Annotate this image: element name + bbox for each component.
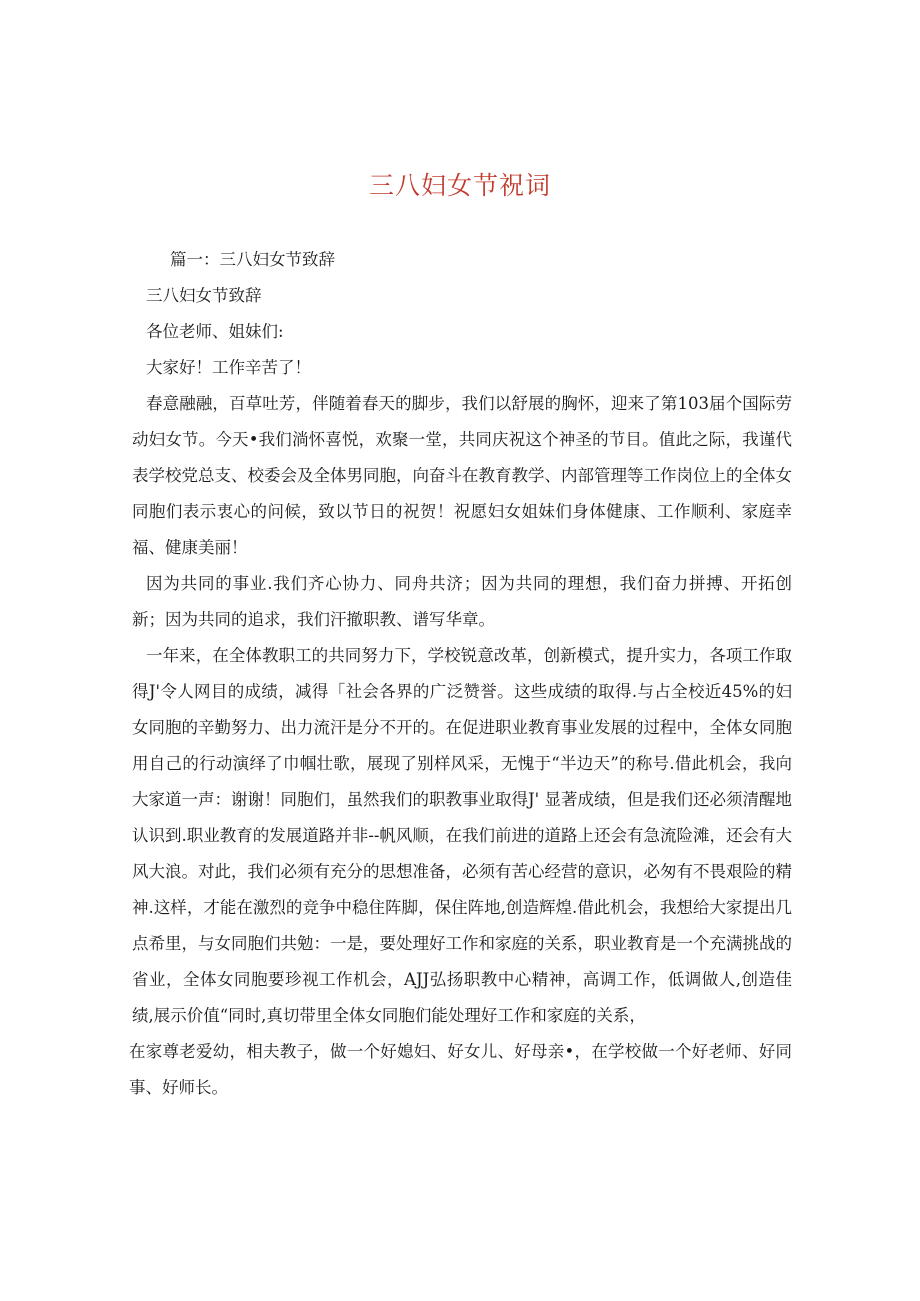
section-heading: 篇一：三八妇女节致辞 xyxy=(170,250,335,269)
greeting-line: 大家好！工作辛苦了！ xyxy=(146,358,311,377)
paragraph-common-cause: 因为共同的事业.我们齐心协力、同舟共济；因为共同的理想，我们奋力拼搏、开拓创新；因为共同的追求，我们汗撤职教、谱写华章。 xyxy=(132,574,792,629)
paragraph-family: 在家尊老爱幼，相夫教子，做一个好媳妇、好女儿、好母亲•，在学校做一个好老师、好同事、好师长。 xyxy=(129,1042,792,1097)
salutation-line: 各位老师、姐妹们: xyxy=(146,322,284,341)
speech-title-line: 三八妇女节致辞 xyxy=(146,286,262,305)
document-title: 三八妇女节祝词 xyxy=(368,171,551,200)
paragraph-year-review: 一年来，在全体教职工的共同努力下，学校锐意改革，创新模式，提升实力，各项工作取得J'令人网目的成绩，减得「社会各界的广泛赞誉。这些成绩的取得.与占全校近45%的妇女同胞的辛勤努力、出力流汗是分不开的。在促进职业教育事业发展的过程中，全体女同胞用自己的行动演绎了巾帼壮歌，展现了别样风采，无愧于“半边天”的称号.借此机会，我向大家道一声：谢谢！同胞们，虽然我们的职教事业取得J' 显著成绩，但是我们还必须清醒地认识到.职业教育的发展道路并非--帆风顺，在我们前进的道路上还会有急流险滩，还会有大风大浪。对此，我们必须有充分的思想准备，必须有苦心经营的意识，必匆有不畏艰险的精神.这样，才能在激烈的竞争中稳住阵脚，保住阵地,创造辉煌.借此机会，我想给大家提出几点希里，与女同胞们共勉：一是，要处理好工作和家庭的关系，职业教育是一个充满挑战的省业，全体女同胞要珍视工作机会，AJJ弘扬职教中心精神，高调工作，低调做人,创造佳绩,展示价值“同时,真切带里全体女同胞们能处理好工作和家庭的关系， xyxy=(132,646,792,1025)
paragraph-spring: 春意融融，百草吐芳，伴随着春天的脚步，我们以舒展的胸怀，迎来了第103届个国际劳动妇女节。今天•我们淌怀喜悦，欢聚一堂，共同庆祝这个神圣的节目。值此之际，我谨代表学校党总支、校委会及全体男同胞，向奋斗在教育教学、内部管理等工作岗位上的全体女同胞们表示衷心的问候，致以节日的祝贺！祝愿妇女姐妹们身体健康、工作顺利、家庭幸福、健康美丽！ xyxy=(132,394,792,557)
document-body xyxy=(129,242,792,1106)
